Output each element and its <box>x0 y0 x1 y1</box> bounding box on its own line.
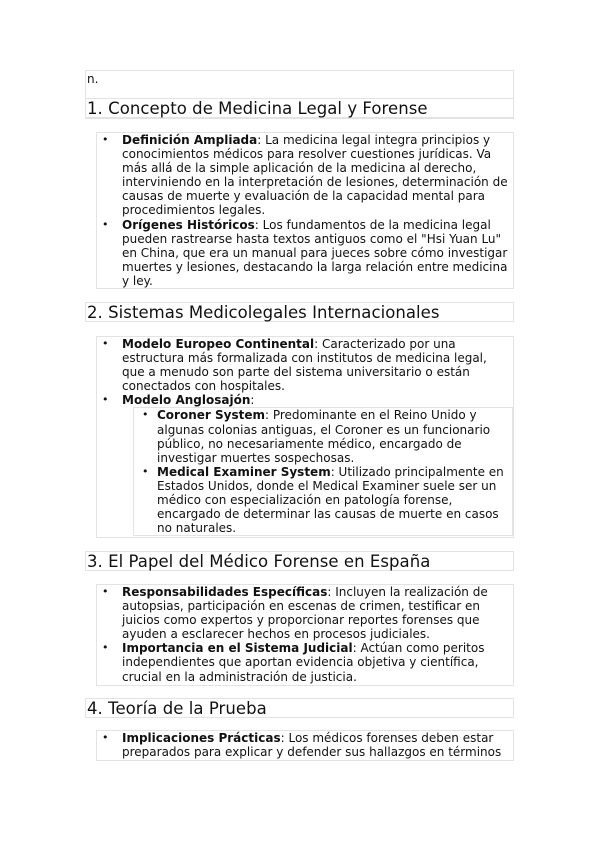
list-item <box>97 585 513 641</box>
section-heading-text: 4. Teoría de la Prueba <box>87 699 267 718</box>
item-text: : Caracterizado por una estructura más formalizada con institutos de medicina legal, que a menudo son parte del sistema universitario o están conectados con hospitales. <box>122 337 487 394</box>
section-heading-text: 2. Sistemas Medicolegales Internacionales <box>87 303 440 322</box>
section-list-1 <box>96 132 514 289</box>
list-item <box>134 465 512 535</box>
list-item <box>97 641 513 683</box>
item-term: Modelo Europeo Continental <box>122 337 315 351</box>
list-item <box>134 408 512 464</box>
section-heading-text: 1. Concepto de Medicina Legal y Forense <box>87 99 428 118</box>
item-text: : Utilizado principalmente en Estados Unidos, donde el Medical Examiner suele ser un médico con especialización en patología forense, encargado de determinar las causas de muerte en casos no naturales. <box>157 464 504 536</box>
fragment-text: n. <box>87 72 99 86</box>
nested-list <box>133 407 513 536</box>
item-text: : Predominante en el Reino Unido y algunas colonias antiguas, el Coroner es un funcionario público, no necesariamente médico, encargado de investigar muertes sospechosas. <box>157 408 491 465</box>
item-term: Implicaciones Prácticas <box>122 731 281 745</box>
list-item <box>97 337 513 393</box>
section-heading-1 <box>85 98 514 118</box>
item-term: Coroner System <box>157 408 265 423</box>
list-item <box>97 393 513 536</box>
section-list-3 <box>96 584 514 686</box>
item-term: Orígenes Históricos <box>122 217 255 232</box>
item-term: Modelo Anglosajón <box>122 393 251 408</box>
item-text: : La medicina legal integra principios y conocimientos médicos para resolver cuestiones jurídicas. Va más allá de la simple aplicación de la medicina al derecho, interviniendo en la interpretación de lesiones, determinación de causas de muerte y evaluación de la capacidad mental para procedimientos legales. <box>122 133 508 218</box>
item-text: : Los fundamentos de la medicina legal pueden rastrearse hasta textos antiguos como el "Hsi Yuan Lu" en China, que era un manual para jueces sobre cómo investigar muertes y lesiones, destacando la larga relación entre medicina y ley. <box>122 217 508 288</box>
list-item <box>97 133 513 218</box>
section-heading-2 <box>85 302 514 322</box>
item-term: Responsabilidades Específicas <box>122 585 328 599</box>
item-term: Definición Ampliada <box>122 133 258 147</box>
section-heading-3 <box>85 551 514 571</box>
list-item <box>97 218 513 288</box>
section-list-4 <box>96 730 514 761</box>
section-list-2 <box>96 336 514 538</box>
section-heading-text: 3. El Papel del Médico Forense en España <box>87 552 431 571</box>
item-term: Importancia en el Sistema Judicial <box>122 641 353 656</box>
item-text: : Incluyen la realización de autopsias, participación en escenas de crimen, testificar en juicios como expertos y proporcionar reportes forenses que ayuden a esclarecer hechos en procesos judiciales. <box>122 585 488 642</box>
section-heading-4 <box>85 698 514 718</box>
item-text: : Los médicos forenses deben estar preparados para explicar y defender sus hallazgos en términos <box>122 731 502 760</box>
list-item <box>97 731 513 759</box>
item-text: : Actúan como peritos independientes que aportan evidencia objetiva y científica, crucial en la administración de justicia. <box>122 641 485 684</box>
item-term: Medical Examiner System <box>157 464 331 479</box>
item-text: : <box>250 393 255 408</box>
